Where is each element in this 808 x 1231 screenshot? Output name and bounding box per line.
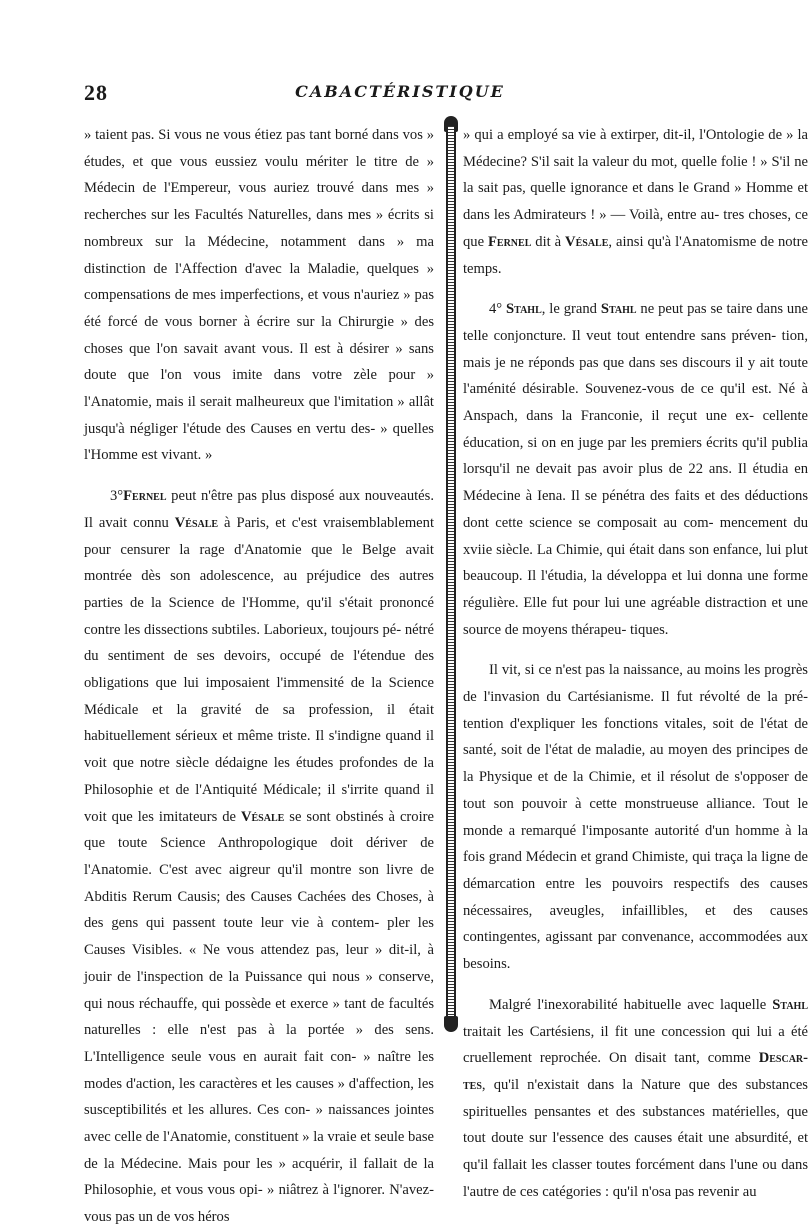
text-run: dit à	[531, 233, 566, 250]
text-run: , le grand	[541, 301, 601, 318]
author-name: Fernel	[123, 488, 167, 505]
text-run: , qu'il n'existait dans la Nature que des substances spirituelles pensantes et des substances matérielles, que tout doute sur l'essence des causes était une absurdité, et qu'il fallait les classer toutes forcément dans l'une ou dans l'autre de ces catégories : qu'il n'osa pas revenir au	[463, 1076, 808, 1200]
left-paragraph-1: » taient pas. Si vous ne vous étiez pas tant borné dans vos » études, et que vous eussiez voulu mériter le titre de » Médecin de l'Empereur, vous auriez trouvé dans mes » recherches sur les Facultés Naturelles, dans mes » écrits si nombreux sur la Médecine, notamment dans » ma distinction de l'Affection d'avec la Maladie, quelques » compensations de mes imperfections, et vous n'auriez » pas été forcé de vous borner à écrire sur la Chirurgie » des choses que l'on savait avant vous. Il est à désirer » sans doute que l'on vous imite dans votre zèle pour » l'Anatomie, mais il serait malheureux que l'imitation » allât jusqu'à négliger l'étude des Causes en vertu des- » quelles l'Homme est vivant. »	[84, 127, 434, 464]
author-name: Stahl	[772, 996, 808, 1013]
text-run: , ainsi qu'à l'Anatomisme de notre temps.	[463, 233, 808, 277]
running-title: CABACTÉRISTIQUE	[295, 82, 505, 101]
author-name: Vésale	[565, 233, 609, 250]
text-run: peut n'être pas plus disposé aux nouveautés. Il avait connu	[84, 488, 434, 531]
right-paragraph-3: Il vit, si ce n'est pas la naissance, au moins les progrès de l'invasion du Cartésianisme. Il fut révolté de la pré- tention d'expliquer les fonctions vitales, soit de l'état de santé, soit de l'état de maladie, au moyen des principes de la Physique et de la Chimie, et il résolut de s'opposer de tout son pouvoir à cette monstrueuse alliance. Tout le monde a remarqué l'imposante autorité d'un homme à la fois grand Médecin et grand Chimiste, qui traça la ligne de démarcation entre les pouvoirs respectifs des causes nécessaires, aveugles, infaillibles, et des causes contingentes, agissant par convenance, accommodées aux besoins.	[463, 662, 808, 973]
text-run: ne peut pas se taire dans une telle conjoncture. Il veut tout entendre sans préven- tion, mais je ne réponds pas que dans ses discours il y ait toute l'aménité désirable. Souvenez-vous de ce qu'il est. Né à Anspach, dans la Franconie, il reçut une ex- cellente éducation, si on en juge par les premiers écrits qu'il publia lorsqu'il ne devait pas avoir plus de 22 ans. Il étudia en Médecine à Iena. Il se pénétra des faits et des déductions dont cette science se composait au com- mencement du xviie siècle. La Chimie, qui était dans son enfance, lui plut beaucoup. Il l'étudia, la développa et lui donna une forme régulière. Elle fut pour lui une agréable distraction et une source de moyens thérapeu- tiques.	[463, 301, 808, 638]
author-name: Stahl	[600, 301, 637, 318]
author-name: Vésale	[174, 514, 219, 531]
page-header	[0, 80, 800, 120]
left-paragraph-2	[84, 483, 434, 1231]
author-name: Descar- tes	[463, 1050, 808, 1093]
text-run: à Paris, et c'est vraisemblablement pour censurer la rage d'Anatomie que le Belge avait montrée dès son adolescence, au préjudice des autres parties de la Science de l'Homme, qu'il s'était prononcé contre les dissections subtiles. Laborieux, toujours pé- nétré du sentiment de ses devoirs, occupé de l'étendue des obligations que lui imposaient l'immensité de la Science Médicale et la gravité de sa profession, il était habituellement sérieux et même triste. Il s'indigne quand il voit que notre siècle dédaigne les études profondes de la Philosophie et de l'Antiquité Médicale; il s'irrite quand il voit que les imitateurs de	[84, 514, 434, 825]
right-column	[463, 122, 808, 1205]
text-run: Malgré l'inexorabilité habituelle avec laquelle	[489, 996, 773, 1013]
right-paragraph-4	[463, 992, 808, 1206]
page-number: 28	[84, 80, 108, 105]
text-run: traitait les Cartésiens, il fit une concession qui lui a été cruellement reprochée. On disait tant, comme	[463, 1023, 808, 1067]
left-column	[84, 122, 434, 1231]
right-paragraph-2	[463, 296, 808, 643]
author-name: Fernel	[488, 233, 532, 250]
binding-gutter	[446, 126, 456, 1021]
binding-ornament-bottom	[444, 1016, 458, 1032]
author-name: Stahl	[506, 301, 542, 318]
section-number: 3°	[110, 488, 124, 505]
right-paragraph-1	[463, 122, 808, 282]
text-run: » qui a employé sa vie à extirper, dit-il, l'Ontologie de » la Médecine? S'il sait la valeur du mot, quelle folie ! » S'il ne la sait pas, quelle ignorance et dans le Grand » Homme et dans les Admirateurs ! » — Voilà, entre au- tres choses, ce que	[463, 127, 808, 250]
text-run: se sont obstinés à croire que toute Science Anthropologique doit dériver de l'Anatomie. C'est avec aigreur qu'il montre son livre de Abditis Rerum Causis; des Causes Cachées des Choses, à des gens qui passent toute leur vie à contem- pler les Causes Visibles. « Ne vous attendez pas, leur » dit-il, à jouir de l'inspection de la Puissance qui nous » conserve, qui nous réchauffe, qui possède et exerce » tant de facultés naturelles : elle n'est pas à la portée » des sens. L'Intelligence seule vous en aurait fait con- » naître les modes d'action, les caractères et les causes » d'affection, les susceptibilités et les allures. Ces con- » naissances jointes avec celle de l'Anatomie, constituent » la vraie et seule base de la Médecine. Mais pour les » acquérir, il fallait de la Philosophie, et vous vous opi- » niâtrez à l'ignorer. N'avez-vous pas un de vos héros	[84, 808, 434, 1226]
section-number: 4°	[489, 301, 503, 318]
author-name: Vésale	[240, 808, 285, 825]
